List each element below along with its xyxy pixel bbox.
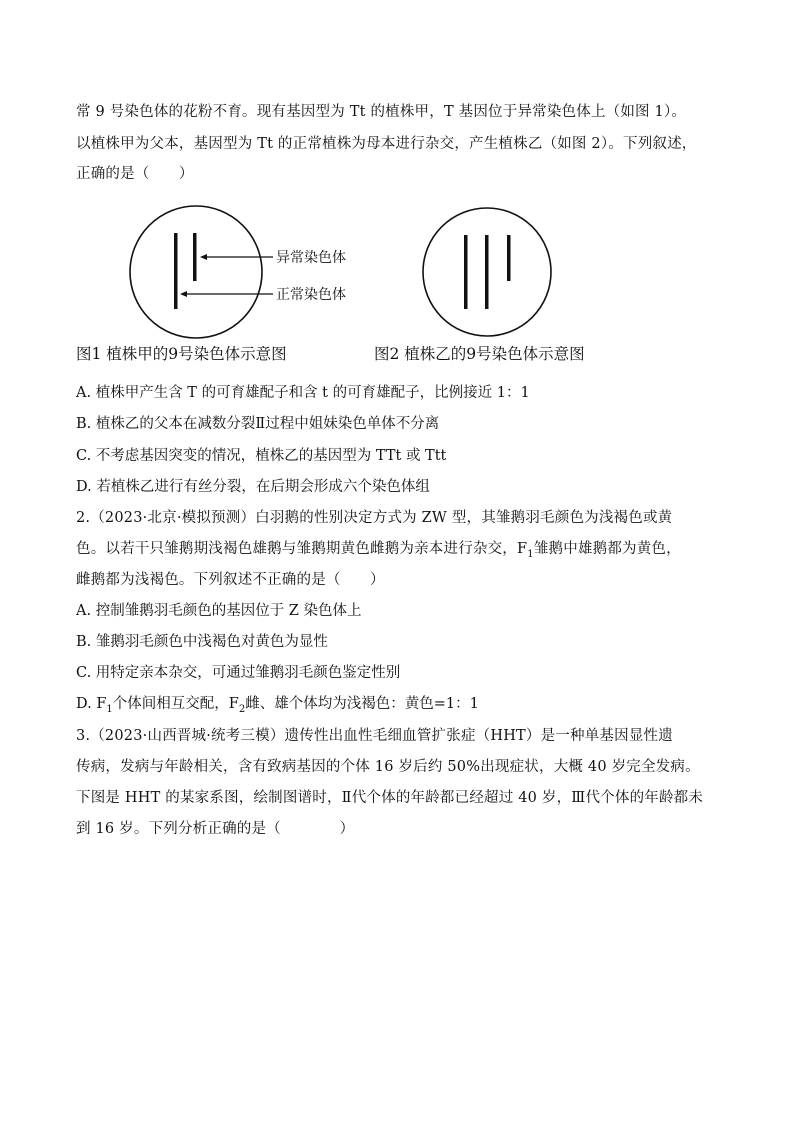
- q1-option-d: D. 若植株乙进行有丝分裂，在后期会形成六个染色体组: [76, 479, 430, 495]
- q1-option-c: C. 不考虑基因突变的情况，植株乙的基因型为 TTt 或 Ttt: [76, 448, 447, 464]
- q1-option-b: B. 植株乙的父本在减数分裂Ⅱ过程中姐妹染色单体不分离: [76, 416, 440, 432]
- fig1-arrowhead-abnormal: [200, 254, 207, 260]
- q3-text-line-4: 到 16 岁。下列分析正确的是（ ）: [76, 821, 355, 837]
- fig2-chromosome-1: [464, 235, 468, 309]
- q3-text-line-2: 传病，发病与年龄相关，含有致病基因的个体 16 岁后约 50%出现症状，大概 40 岁完全发病。: [76, 759, 700, 775]
- fig1-normal-chromosome: [174, 233, 178, 309]
- fig2-chromosome-3: [507, 235, 511, 281]
- q3-text-line-1: 3.（2023·山西晋城·统考三模）遗传性出血性毛细血管扩张症（HHT）是一种单基因显性遗: [76, 728, 673, 744]
- q2-text-line-3: 雌鹅都为浅褐色。下列叙述不正确的是（ ）: [76, 572, 385, 588]
- q2-option-b: B. 雏鹅羽毛颜色中浅褐色对黄色为显性: [76, 634, 328, 650]
- fig2-caption: 图2 植株乙的9号染色体示意图: [374, 345, 585, 363]
- q2-option-a: A. 控制雏鹅羽毛颜色的基因位于 Z 染色体上: [76, 603, 362, 619]
- label-normal-chromosome: 正常染色体: [276, 287, 346, 303]
- q2-text-line-1: 2.（2023·北京·模拟预测）白羽鹅的性别决定方式为 ZW 型，其雏鹅羽毛颜色为浅褐色或黄: [76, 510, 673, 526]
- q2-option-c: C. 用特定亲本杂交，可通过雏鹅羽毛颜色鉴定性别: [76, 665, 401, 681]
- fig1-abnormal-chromosome: [193, 233, 197, 281]
- fig1-arrowhead-normal: [180, 291, 187, 297]
- label-abnormal-chromosome: 异常染色体: [276, 250, 346, 266]
- q3-text-line-3: 下图是 HHT 的某家系图，绘制图谱时，Ⅱ代个体的年龄都已经超过 40 岁，Ⅲ代个体的年龄都未: [76, 790, 704, 806]
- q1-text-line-3: 正确的是（ ）: [76, 166, 194, 182]
- fig1-caption: 图1 植株甲的9号染色体示意图: [76, 345, 287, 363]
- fig2-chromosome-2: [485, 235, 489, 309]
- q1-text-line-2: 以植株甲为父本，基因型为 Tt 的正常植株为母本进行杂交，产生植株乙（如图 2）。下列叙述，: [76, 136, 697, 152]
- q2-text-line-2: 色。以若干只雏鹅期浅褐色雄鹅与雏鹅期黄色雌鹅为亲本进行杂交，$F_1$雏鹅中雄鹅都为黄色，: [76, 541, 681, 560]
- q1-option-a: A. 植株甲产生含 T 的可育雄配子和含 t 的可育雄配子，比例接近 1：1: [76, 385, 530, 401]
- q2-option-d: D. $F_1$个体间相互交配，$F_2$雌、雄个体均为浅褐色：黄色=1：1: [76, 696, 479, 715]
- q1-text-line-1: 常 9 号染色体的花粉不育。现有基因型为 Tt 的植株甲，T 基因位于异常染色体上（如图 1）。: [76, 104, 687, 120]
- chromosome-figures: [70, 200, 670, 370]
